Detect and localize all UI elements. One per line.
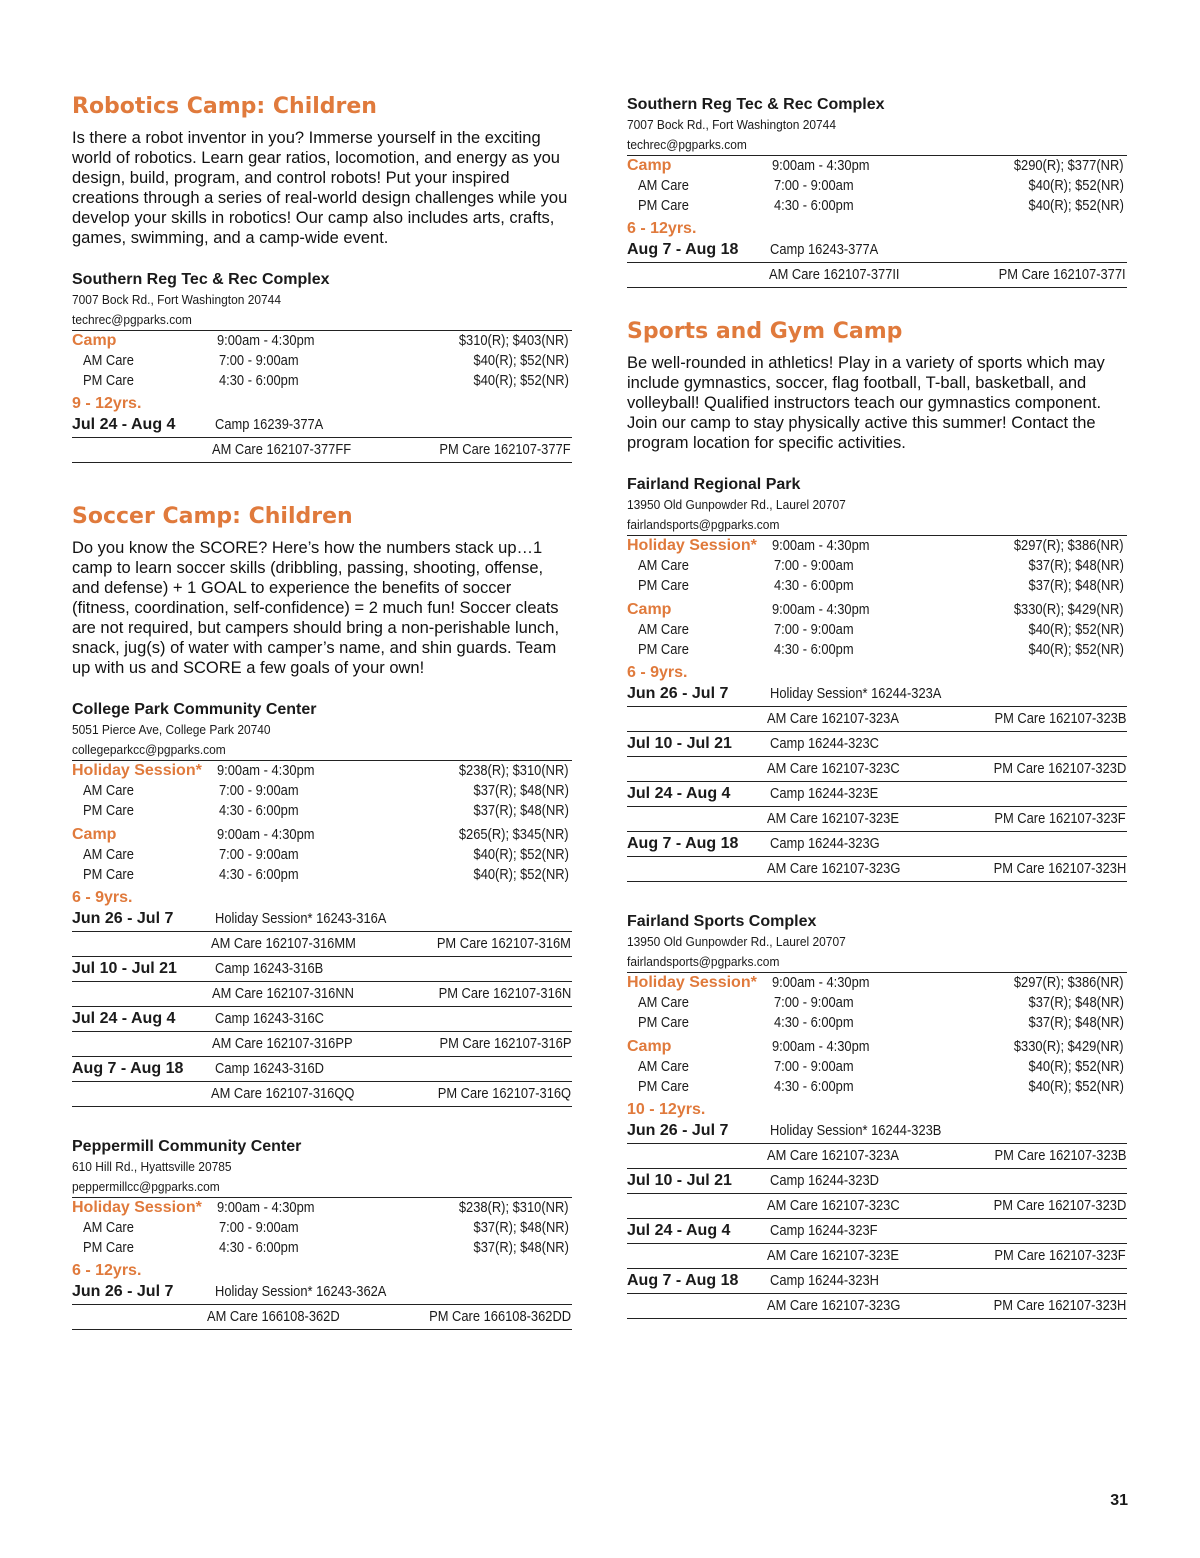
location-address: 610 Hill Rd., Hyattsville 20785 — [72, 1159, 232, 1174]
price-row: PM Care 4:30 - 6:00pm $40(R); $52(NR) — [83, 866, 569, 883]
location-block — [72, 270, 572, 463]
sports-gym-camp-section — [627, 318, 1127, 1319]
session-care-row: AM Care 166108-362D PM Care 166108-362DD — [72, 1305, 572, 1330]
session-row: Jun 26 - Jul 7 Holiday Session* 16243-316A — [72, 907, 572, 932]
location-block — [627, 912, 1127, 1319]
location-name: Southern Reg Tec & Rec Complex — [627, 96, 885, 113]
session-care-row: AM Care 162107-323C PM Care 162107-323D — [627, 1194, 1127, 1219]
section-description: Is there a robot inventor in you? Immerse yourself in the exciting world of robotics. Learn gear ratios, locomotion, and energy as you design, build, program, and control robots! Put your inspired creations through a series of real-world design challenges while you develop your skills in robotics! Our camp also includes arts, crafts, games, swimming, and a camp-wide event. — [72, 129, 568, 247]
location-email[interactable]: collegeparkcc@pgparks.com — [72, 742, 226, 757]
session-row: Aug 7 - Aug 18 Camp 16243-316D — [72, 1057, 572, 1082]
price-row: AM Care 7:00 - 9:00am $37(R); $48(NR) — [83, 1219, 569, 1236]
location-email[interactable]: techrec@pgparks.com — [627, 137, 747, 152]
location-block — [72, 1137, 572, 1330]
location-block — [72, 700, 572, 1107]
session-row: Jul 24 - Aug 4 Camp 16244-323F — [627, 1219, 1127, 1244]
session-row: Aug 7 - Aug 18 Camp 16243-377A — [627, 238, 1127, 263]
section-title: Robotics Camp: Children — [72, 94, 377, 119]
price-row: AM Care 7:00 - 9:00am $37(R); $48(NR) — [638, 994, 1124, 1011]
location-name: Southern Reg Tec & Rec Complex — [72, 271, 330, 288]
session-row: Jul 10 - Jul 21 Camp 16244-323C — [627, 732, 1127, 757]
location-address: 7007 Bock Rd., Fort Washington 20744 — [72, 292, 281, 307]
session-care-row: AM Care 162107-323E PM Care 162107-323F — [627, 807, 1127, 832]
session-care-row: AM Care 162107-316NN PM Care 162107-316N — [72, 982, 572, 1007]
price-row: PM Care 4:30 - 6:00pm $40(R); $52(NR) — [83, 372, 569, 389]
price-row: PM Care 4:30 - 6:00pm $37(R); $48(NR) — [83, 1239, 569, 1256]
price-row: Camp 9:00am - 4:30pm $330(R); $429(NR) — [627, 601, 1124, 618]
location-name: College Park Community Center — [72, 701, 317, 718]
price-row: PM Care 4:30 - 6:00pm $40(R); $52(NR) — [638, 1078, 1124, 1095]
age-range: 6 - 12yrs. — [72, 1262, 142, 1279]
session-row: Jul 10 - Jul 21 Camp 16244-323D — [627, 1169, 1127, 1194]
section-description: Do you know the SCORE? Here’s how the numbers stack up…1 camp to learn soccer skills (dribbling, passing, shooting, offense, and defense) + 1 GOAL to experience the benefits of soccer (fitness, coordination, self-confidence) = 2 much fun! Soccer cleats are not required, but campers should bring a non-perishable lunch, snack, jug(s) of water with camper’s name, and shin guards. Team up with us and SCORE a few goals of your own! — [72, 539, 560, 677]
price-row: Camp 9:00am - 4:30pm $310(R); $403(NR) — [72, 332, 569, 349]
price-row: AM Care 7:00 - 9:00am $40(R); $52(NR) — [83, 352, 569, 369]
price-row: AM Care 7:00 - 9:00am $40(R); $52(NR) — [638, 1058, 1124, 1075]
age-range: 6 - 9yrs. — [72, 889, 133, 906]
age-range: 6 - 12yrs. — [627, 220, 697, 237]
location-email[interactable]: techrec@pgparks.com — [72, 312, 192, 327]
age-range: 6 - 9yrs. — [627, 664, 688, 681]
price-row: Holiday Session* 9:00am - 4:30pm $238(R); $310(NR) — [72, 762, 569, 779]
right-column — [627, 0, 1127, 1319]
session-care-row: AM Care 162107-323C PM Care 162107-323D — [627, 757, 1127, 782]
age-range: 10 - 12yrs. — [627, 1101, 706, 1118]
price-row: Camp 9:00am - 4:30pm $330(R); $429(NR) — [627, 1038, 1124, 1055]
session-care-row: AM Care 162107-316QQ PM Care 162107-316Q — [72, 1082, 572, 1107]
location-address: 7007 Bock Rd., Fort Washington 20744 — [627, 117, 836, 132]
age-range: 9 - 12yrs. — [72, 395, 142, 412]
price-row: Camp 9:00am - 4:30pm $265(R); $345(NR) — [72, 826, 569, 843]
session-row: Jul 24 - Aug 4 Camp 16243-316C — [72, 1007, 572, 1032]
location-address: 13950 Old Gunpowder Rd., Laurel 20707 — [627, 497, 846, 512]
location-address: 13950 Old Gunpowder Rd., Laurel 20707 — [627, 934, 846, 949]
location-name: Fairland Sports Complex — [627, 913, 817, 930]
location-name: Peppermill Community Center — [72, 1138, 302, 1155]
session-row: Aug 7 - Aug 18 Camp 16244-323G — [627, 832, 1127, 857]
price-row: AM Care 7:00 - 9:00am $40(R); $52(NR) — [83, 846, 569, 863]
location-block — [627, 95, 1127, 288]
section-description: Be well-rounded in athletics! Play in a variety of sports which may include gymnastics, soccer, flag football, T-ball, basketball, and volleyball! Qualified instructors teach our gymnastics component. Join our camp to stay physically active this summer! Contact the program location for specific activities. — [627, 354, 1105, 452]
session-care-row: AM Care 162107-377II PM Care 162107-377I — [627, 263, 1127, 288]
session-row: Jun 26 - Jul 7 Holiday Session* 16244-323B — [627, 1119, 1127, 1144]
location-block — [627, 475, 1127, 882]
location-email[interactable]: peppermillcc@pgparks.com — [72, 1179, 220, 1194]
session-row: Jul 24 - Aug 4 Camp 16239-377A — [72, 413, 572, 438]
price-row: PM Care 4:30 - 6:00pm $37(R); $48(NR) — [638, 577, 1124, 594]
price-row: PM Care 4:30 - 6:00pm $37(R); $48(NR) — [83, 802, 569, 819]
session-care-row: AM Care 162107-323E PM Care 162107-323F — [627, 1244, 1127, 1269]
session-care-row: AM Care 162107-323A PM Care 162107-323B — [627, 1144, 1127, 1169]
section-title: Sports and Gym Camp — [627, 319, 903, 344]
location-name: Fairland Regional Park — [627, 476, 801, 493]
soccer-camp-section — [72, 503, 572, 1330]
price-row: AM Care 7:00 - 9:00am $40(R); $52(NR) — [638, 621, 1124, 638]
session-care-row: AM Care 162107-323G PM Care 162107-323H — [627, 1294, 1127, 1319]
session-row: Aug 7 - Aug 18 Camp 16244-323H — [627, 1269, 1127, 1294]
price-row: AM Care 7:00 - 9:00am $37(R); $48(NR) — [638, 557, 1124, 574]
page-number: 31 — [1110, 1492, 1128, 1509]
session-row: Jul 10 - Jul 21 Camp 16243-316B — [72, 957, 572, 982]
price-row: PM Care 4:30 - 6:00pm $37(R); $48(NR) — [638, 1014, 1124, 1031]
session-row: Jun 26 - Jul 7 Holiday Session* 16243-362A — [72, 1280, 572, 1305]
section-title: Soccer Camp: Children — [72, 504, 353, 529]
price-row: Holiday Session* 9:00am - 4:30pm $297(R); $386(NR) — [627, 537, 1124, 554]
location-email[interactable]: fairlandsports@pgparks.com — [627, 517, 780, 532]
price-row: Holiday Session* 9:00am - 4:30pm $297(R); $386(NR) — [627, 974, 1124, 991]
session-care-row: AM Care 162107-316MM PM Care 162107-316M — [72, 932, 572, 957]
location-email[interactable]: fairlandsports@pgparks.com — [627, 954, 780, 969]
session-care-row: AM Care 162107-323A PM Care 162107-323B — [627, 707, 1127, 732]
price-row: AM Care 7:00 - 9:00am $40(R); $52(NR) — [638, 177, 1124, 194]
price-row: Camp 9:00am - 4:30pm $290(R); $377(NR) — [627, 157, 1124, 174]
session-care-row: AM Care 162107-323G PM Care 162107-323H — [627, 857, 1127, 882]
session-row: Jul 24 - Aug 4 Camp 16244-323E — [627, 782, 1127, 807]
price-row: PM Care 4:30 - 6:00pm $40(R); $52(NR) — [638, 197, 1124, 214]
session-row: Jun 26 - Jul 7 Holiday Session* 16244-323A — [627, 682, 1127, 707]
location-address: 5051 Pierce Ave, College Park 20740 — [72, 722, 271, 737]
price-row: PM Care 4:30 - 6:00pm $40(R); $52(NR) — [638, 641, 1124, 658]
robotics-camp-section — [72, 93, 572, 463]
price-row: AM Care 7:00 - 9:00am $37(R); $48(NR) — [83, 782, 569, 799]
price-row: Holiday Session* 9:00am - 4:30pm $238(R); $310(NR) — [72, 1199, 569, 1216]
left-column — [72, 0, 572, 1330]
session-care-row: AM Care 162107-377FF PM Care 162107-377F — [72, 438, 572, 463]
session-care-row: AM Care 162107-316PP PM Care 162107-316P — [72, 1032, 572, 1057]
